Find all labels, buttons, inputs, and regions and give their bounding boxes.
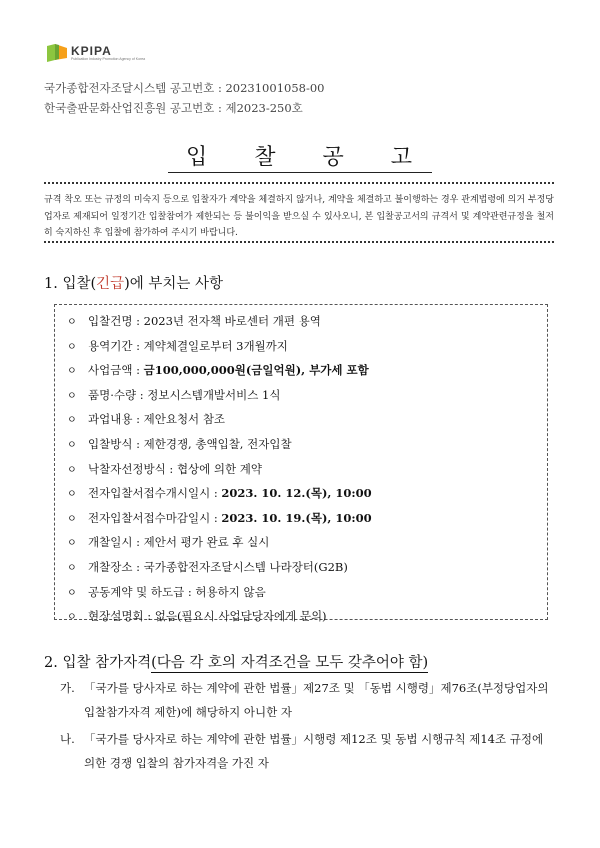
section1-title — [44, 272, 223, 293]
list-item — [67, 359, 547, 384]
list-item — [67, 458, 547, 483]
bullet-marker: ㅇ — [67, 612, 77, 624]
item-text: 입찰건명 : 2023년 전자책 바로센터 개편 용역 — [88, 314, 321, 328]
bullet-marker: ㅇ — [67, 587, 77, 599]
item-text: 용역기간 : 계약체결일로부터 3개월까지 — [88, 338, 288, 353]
section2-title-underlined: (다음 각 호의 자격조건을 모두 갖추어야 함) — [151, 655, 429, 671]
bullet-marker: ㅇ — [67, 464, 77, 476]
item-text-bold: 2023. 10. 19.(목), 10:00 — [221, 510, 372, 525]
item-text: 품명·수량 : 정보시스템개발서비스 1식 — [88, 387, 281, 402]
list-item — [67, 433, 547, 458]
list-item — [67, 408, 547, 433]
list-item — [67, 605, 547, 630]
section1-title-highlight: 긴급 — [96, 276, 125, 292]
list-item — [67, 384, 547, 409]
bullet-marker: ㅇ — [67, 341, 77, 353]
list-item — [60, 676, 556, 724]
list-item — [67, 507, 547, 532]
item-text: 개찰장소 : 국가종합전자조달시스템 나라장터(G2B) — [88, 559, 348, 574]
kpipa-logo-icon — [46, 44, 68, 62]
logo-name: KPIPA — [71, 43, 112, 58]
item-marker: 나. — [60, 732, 75, 746]
qualification-list — [60, 676, 556, 778]
announcement-refs — [44, 78, 324, 118]
list-item — [67, 310, 547, 335]
item-text: 입찰방식 : 제한경쟁, 총액입찰, 전자입찰 — [88, 436, 292, 451]
bullet-marker: ㅇ — [67, 513, 77, 525]
kpipa-notice-number: 한국출판문화산업진흥원 공고번호 : 제2023-250호 — [44, 101, 303, 115]
bullet-marker: ㅇ — [67, 439, 77, 451]
bullet-marker: ㅇ — [67, 366, 77, 378]
bullet-marker: ㅇ — [67, 390, 77, 402]
bid-details-list — [55, 305, 547, 630]
section1-title-post: )에 부치는 사항 — [124, 276, 224, 292]
item-text: 개찰일시 : 제안서 평가 완료 후 실시 — [88, 535, 270, 550]
list-item — [67, 556, 547, 581]
list-item — [67, 531, 547, 556]
section2-title — [44, 651, 428, 672]
item-text: 공동계약 및 하도급 : 허용하지 않음 — [88, 584, 266, 599]
page-title — [0, 140, 600, 171]
item-text: 「국가를 당사자로 하는 계약에 관한 법률」제27조 및 「동법 시행령」제76조(부정당업자의 입찰참가자격 제한)에 해당하지 아니한 자 — [84, 681, 549, 719]
dotted-divider-top — [44, 182, 554, 184]
item-text: 현장설명회 : 없음(필요시 사업담당자에게 문의) — [88, 609, 327, 624]
list-item — [67, 482, 547, 507]
bullet-marker: ㅇ — [67, 562, 77, 574]
bid-details-box — [54, 304, 548, 624]
logo-subtitle: Publication Industry Promotion Agency of Korea — [71, 56, 146, 61]
item-text: 「국가를 당사자로 하는 계약에 관한 법률」시행령 제12조 및 동법 시행규칙 제14조 규정에 의한 경쟁 입찰의 참가자격을 가진 자 — [84, 732, 544, 770]
item-text-bold: 금100,000,000원(금일억원), 부가세 포함 — [143, 363, 369, 378]
item-text-bold: 2023. 10. 12.(목), 10:00 — [221, 486, 372, 501]
section2-title-pre: 2. 입찰 참가자격 — [44, 655, 152, 671]
kpipa-logo — [46, 44, 145, 62]
bullet-marker: ㅇ — [67, 538, 77, 550]
bullet-marker: ㅇ — [67, 317, 77, 328]
list-item — [67, 335, 547, 360]
g2b-notice-number: 국가종합전자조달시스템 공고번호 : 20231001058-00 — [44, 81, 325, 95]
section1-title-pre: 1. 입찰( — [44, 276, 97, 292]
dotted-divider-bottom — [44, 241, 554, 243]
bullet-marker: ㅇ — [67, 415, 77, 427]
item-marker: 가. — [60, 681, 75, 695]
item-text: 전자입찰서접수개시일시 : — [88, 486, 222, 501]
item-text: 사업금액 : — [88, 363, 144, 378]
item-text: 낙찰자선정방식 : 협상에 의한 계약 — [88, 461, 263, 476]
page-title-text: 입 찰 공 고 — [168, 145, 432, 173]
intro-notice: 규격 착오 또는 규정의 미숙지 등으로 입찰자가 계약을 체결하지 않거나, 계약을 체결하고 불이행하는 경우 관계법령에 의거 부정당업자로 제재되어 일정기간 입찰참여가 제한되는 등 불이익을 받으실 수 있사오니, 본 입찰공고서의 규격서 및 계약관련규정을 철저히 숙지하신 후 입찰에 참가하여 주시기 바랍니다. — [44, 195, 554, 238]
list-item — [67, 581, 547, 606]
bullet-marker: ㅇ — [67, 489, 77, 501]
list-item — [60, 727, 556, 775]
item-text: 과업내용 : 제안요청서 참조 — [88, 412, 226, 427]
item-text: 전자입찰서접수마감일시 : — [88, 510, 222, 525]
